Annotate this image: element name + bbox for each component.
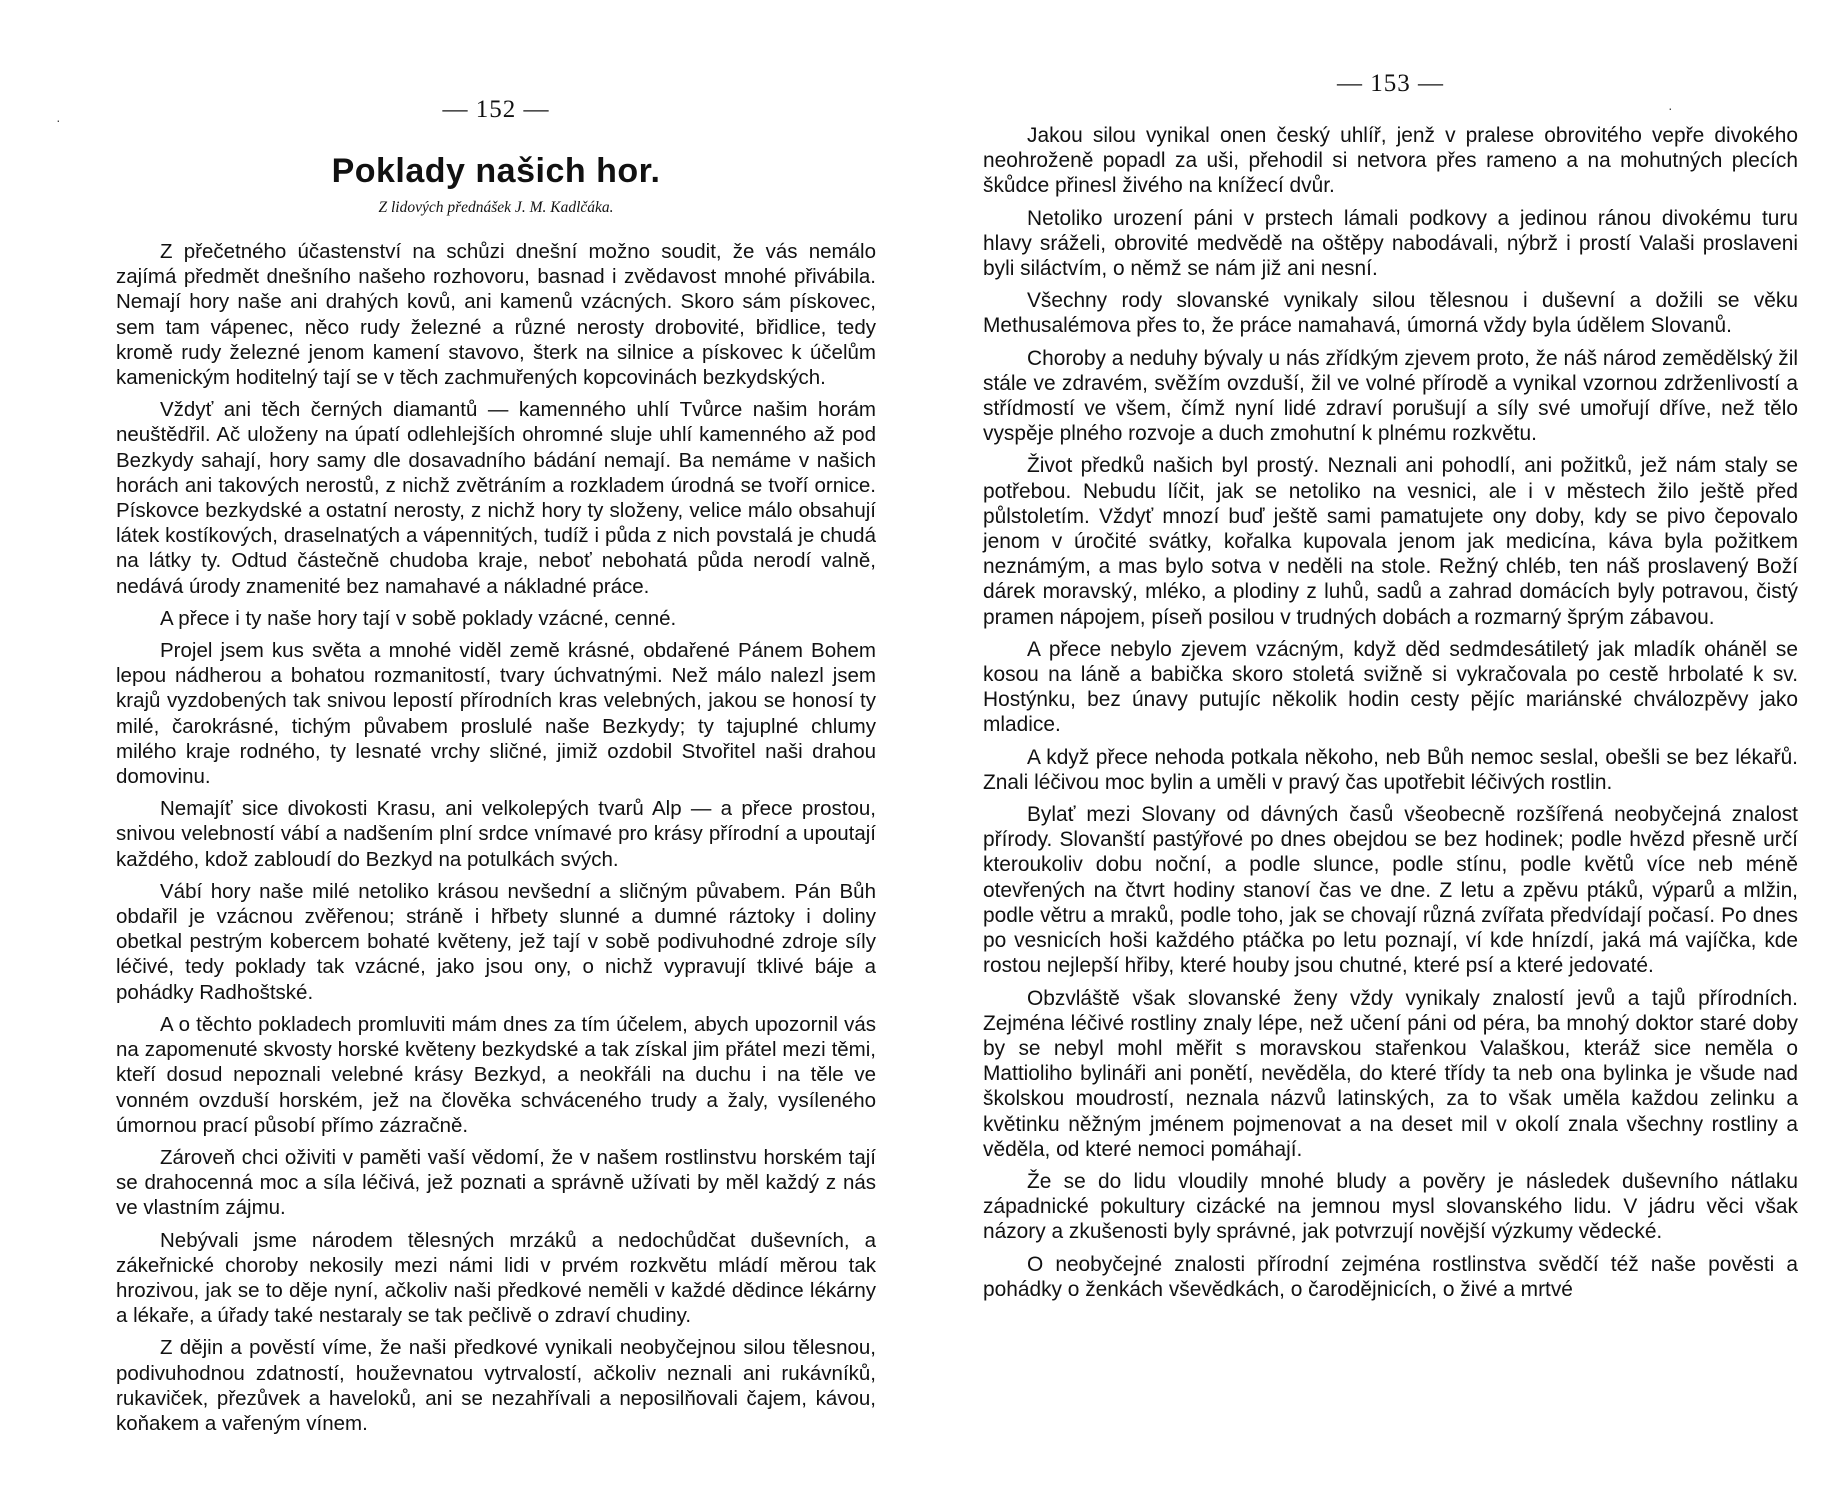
paragraph: A přece nebylo zjevem vzácným, když děd sedmdesátiletý jak mladík oháněl se kosou na láně a babička skoro stoletá svižně si vykračovala po cestě hrbolaté k sv. Hostýnku, bez únavy putujíc několik hodin cesty pějíc mariánské chválozpěvy jako mladice. [983,637,1798,737]
print-speck: · [56,112,61,128]
paragraph: Choroby a neduhy bývaly u nás zřídkým zjevem proto, že náš národ zemědělský žil stále ve zdravém, svěžím ovzduší, žil ve volné přírodě a vynikal vzornou zdrženlivostí a střídmostí ve všem, čímž nyní lidé zdraví porušují a síly své umořují dříve, než tělo vyspěje plného rozvoje a duch zmohutní k plnému rozkvětu. [983,346,1798,446]
paragraph: Zároveň chci oživiti v paměti vaší vědomí, že v našem rostlinstvu horském tají se drahocenná moc a síla léčivá, jež poznati a správně užívati by měl každý z nás ve vlastním zájmu. [116,1145,876,1220]
paragraph: O neobyčejné znalosti přírodní zejména rostlinstva svědčí též naše pověsti a pohádky o ženkách vševědkách, o čarodějnicích, o živé a mrtvé [983,1252,1798,1301]
paragraph: A když přece nehoda potkala někoho, neb Bůh nemoc seslal, obešli se bez lékařů. Znali léčivou moc bylin a uměli v pravý čas upotřebit léčivých rostlin. [983,745,1798,794]
paragraph: Nebývali jsme národem tělesných mrzáků a nedochůdčat duševních, a zákeřnické choroby nekosily mezi námi lidi v prvém rozkvětu mládí měrou tak hrozivou, jak se to děje nyní, ačkoliv naši předkové neměli v každé dědince lékárny a lékaře, a úřady také nestaraly se tak pečlivě o zdraví chudiny. [116,1228,876,1328]
paragraph: Že se do lidu vloudily mnohé bludy a pověry je následek duševního nátlaku západnické pokultury cizácké na jemnou mysl slovanského lidu. V jádru věci však názory a zkušenosti byly správné, jak potvrzují novější výzkumy vědecké. [983,1169,1798,1244]
paragraph: A přece i ty naše hory tají v sobě poklady vzácné, cenné. [160,606,677,630]
right-text-body [983,123,1798,1302]
paragraph: Obzvláště však slovanské ženy vždy vynikaly znalostí jevů a tajů přírodních. Zejména léčivé rostliny znaly lépe, než učení páni od péra, ba mnohý doktor staré doby by se nebyl mohl měřit s moravskou stařenkou Valaškou, kteráž sice neměla o Mattioliho bylináři ani ponětí, nevěděla, do které třídy ta neb ona bylinka je všude nad školskou moudrostí, neznala názvů latinských, za to však uměla každou zelinku a květinku něžným jménem pojmenovat a na deset mil v okolí znala všechny rostliny a věděla, od které nemoci pomáhají. [983,986,1798,1161]
paragraph: Netoliko urození páni v prstech lámali podkovy a jedinou ránou divokému turu hlavy sráželi, obrovité medvědě na oštěpy nabodávali, nýbrž i prostí Valaši proslaveni byli siláctvím, o němž se nám již ani nesní. [983,206,1798,281]
paragraph: Vábí hory naše milé netoliko krásou nevšední a sličným půvabem. Pán Bůh obdařil je vzácnou zvěřenou; stráně i hřbety slunné a dumné ráztoky i doliny obetkal pestrým kobercem bohaté květeny, jež tají v sobě podivuhodné zdroje síly léčivé, tedy poklady tak vzácné, jako jsou ony, o nichž vypravují tklivé báje a pohádky Radhoštské. [116,879,876,1004]
article-title: Poklady našich hor. [331,152,661,190]
page-number: — 152 — [442,96,550,123]
paragraph: Z dějin a pověstí víme, že naši předkové vynikali neobyčejnou silou tělesnou, podivuhodnou zdatností, houževnatou vytrvalostí, ačkoliv neznali ani rukávníků, rukaviček, přezůvek a haveloků, ani se nezahřívali a neposilňovali čajem, kávou, koňakem a vařeným vínem. [116,1336,876,1435]
left-text-body [116,239,876,1436]
page-number: — 153 — [1337,70,1444,97]
paragraph: Projel jsem kus světa a mnohé viděl země krásné, obdařené Pánem Bohem lepou nádherou a bohatou rozmanitostí, tvary úchvatnými. Než málo nalezl jsem krajů vyzdobených tak snivou lepostí přírodních kras velebných, jakou se honosí ty milé, čarokrásné, tichým půvabem proslulé naše Bezkydy; ty tajuplné chlumy milého kraje rodného, ty lesnaté vrchy sličné, jimiž ozdobil Stvořitel naši drahou domovinu. [116,639,876,789]
paragraph: Z přečetného účastenství na schůzi dnešní možno soudit, že vás nemálo zajímá předmět dnešního našeho rozhovoru, basnad i zvědavost mnohé přivábila. Nemají hory naše ani drahých kovů, ani kamenů vzácných. Skoro sám pískovec, sem tam vápenec, něco rudy železné a různé nerosty drobovité, břidlice, tedy kromě rudy železné jenom kamení stavovo, šterk na silnice a pískovec k účelům kamenickým hoditelný tají se v těch zachmuřených kopcovinách bezkydských. [116,240,876,390]
left-page [116,0,876,1500]
paragraph: Všechny rody slovanské vynikaly silou tělesnou i duševní a dožili se věku Methusalémova přes to, že práce namahavá, úmorná vždy byla údělem Slovanů. [983,289,1798,338]
paragraph: Nemajíť sice divokosti Krasu, ani velkolepých tvarů Alp — a přece prostou, snivou velebností vábí a nadšením plní srdce vnímavé pro krásy přírodní a upoutají každého, kdož zabloudí do Bezkyd na potulkách svých. [116,797,876,871]
article-subtitle: Z lidových přednášek J. M. Kadlčáka. [378,199,614,216]
paragraph: A o těchto pokladech promluviti mám dnes za tím účelem, abych upozornil vás na zapomenuté skvosty horské květeny bezkydské a tak získal jim přátel mezi těmi, kteří dosud nepoznali velebné krásy Bezkyd, a neokřáli na duchu i na těle ve vonném ovzduší horském, jež na člověka schváceného trudy a žaly, vysíleného úmornou prací působí přímo zázračně. [116,1012,876,1137]
paragraph: Vždyť ani těch černých diamantů — kamenného uhlí Tvůrce našim horám neuštědřil. Ač uloženy na úpatí odlehlejších ohromné sluje uhlí kamenného až pod Bezkydy sahají, hory samy dle dosavadního bádání nemají. Ba nemáme v našich horách ani takových nerostů, z nichž zvětráním a rozkladem úrodná se tvoří ornice. Pískovce bezkydské a ostatní nerosty, z nichž hory ty složeny, velice málo obsahují látek kostíkových, draselnatých a vápennitých, tudíž i půda z nich povstalá je chudá na látky ty. Odtud částečně chudoba kraje, neboť nebohatá půda nerodí valně, nedává úrody znamenité bez namahavé a nákladné práce. [116,398,876,598]
right-page [983,0,1798,1500]
paragraph: Bylať mezi Slovany od dávných časů všeobecně rozšířená neobyčejná znalost přírody. Slovanští pastýřové po dnes obejdou se bez hodinek; podle hvězd přesně určí kteroukoliv dobu noční, a podle slunce, podle stínu, podle květů více neb méně otevřených na čtvrt hodiny stanoví čas ve dne. Z letu a zpěvu ptáků, výparů a mlžin, podle větru a mraků, podle toho, jak se chovají různá zvířata předvídají počasí. Po dnes po vesnicích hoši každého ptáčka po letu poznají, ví kde hnízdí, jaká má vajíčka, kde rostou nejlepší hřiby, které houby jsou chutné, které psí a které jedovaté. [983,803,1798,978]
paragraph: Život předků našich byl prostý. Neznali ani pohodlí, ani požitků, jež nám staly se potřebou. Nebudu líčit, jak se netoliko na vesnici, ale i v městech žilo ještě před půlstoletím. Vždyť mnozí buď ještě sami pamatujete ony doby, kdy se pivo čepovalo jenom v úročité svátky, kořalka kupovala jenom jak medicína, káva byla požitkem neznámým, a mas bylo sotva v neděli na stole. Režný chléb, ten náš proslavený Boží dárek moravský, mléko, a plodiny z luhů, sadů a zahrad domácích byly potravou, čistý pramen nápojem, píseň posilou v trudných dobách a rozmarný šprým zábavou. [983,454,1798,629]
print-speck: · [1668,100,1673,116]
paragraph: Jakou silou vynikal onen český uhlíř, jenž v pralese obrovitého vepře divokého neohroženě popadl za uši, přehodil si netvora přes rameno a na mohutných plecích škůdce přinesl živého na knížecí dvůr. [983,124,1798,198]
